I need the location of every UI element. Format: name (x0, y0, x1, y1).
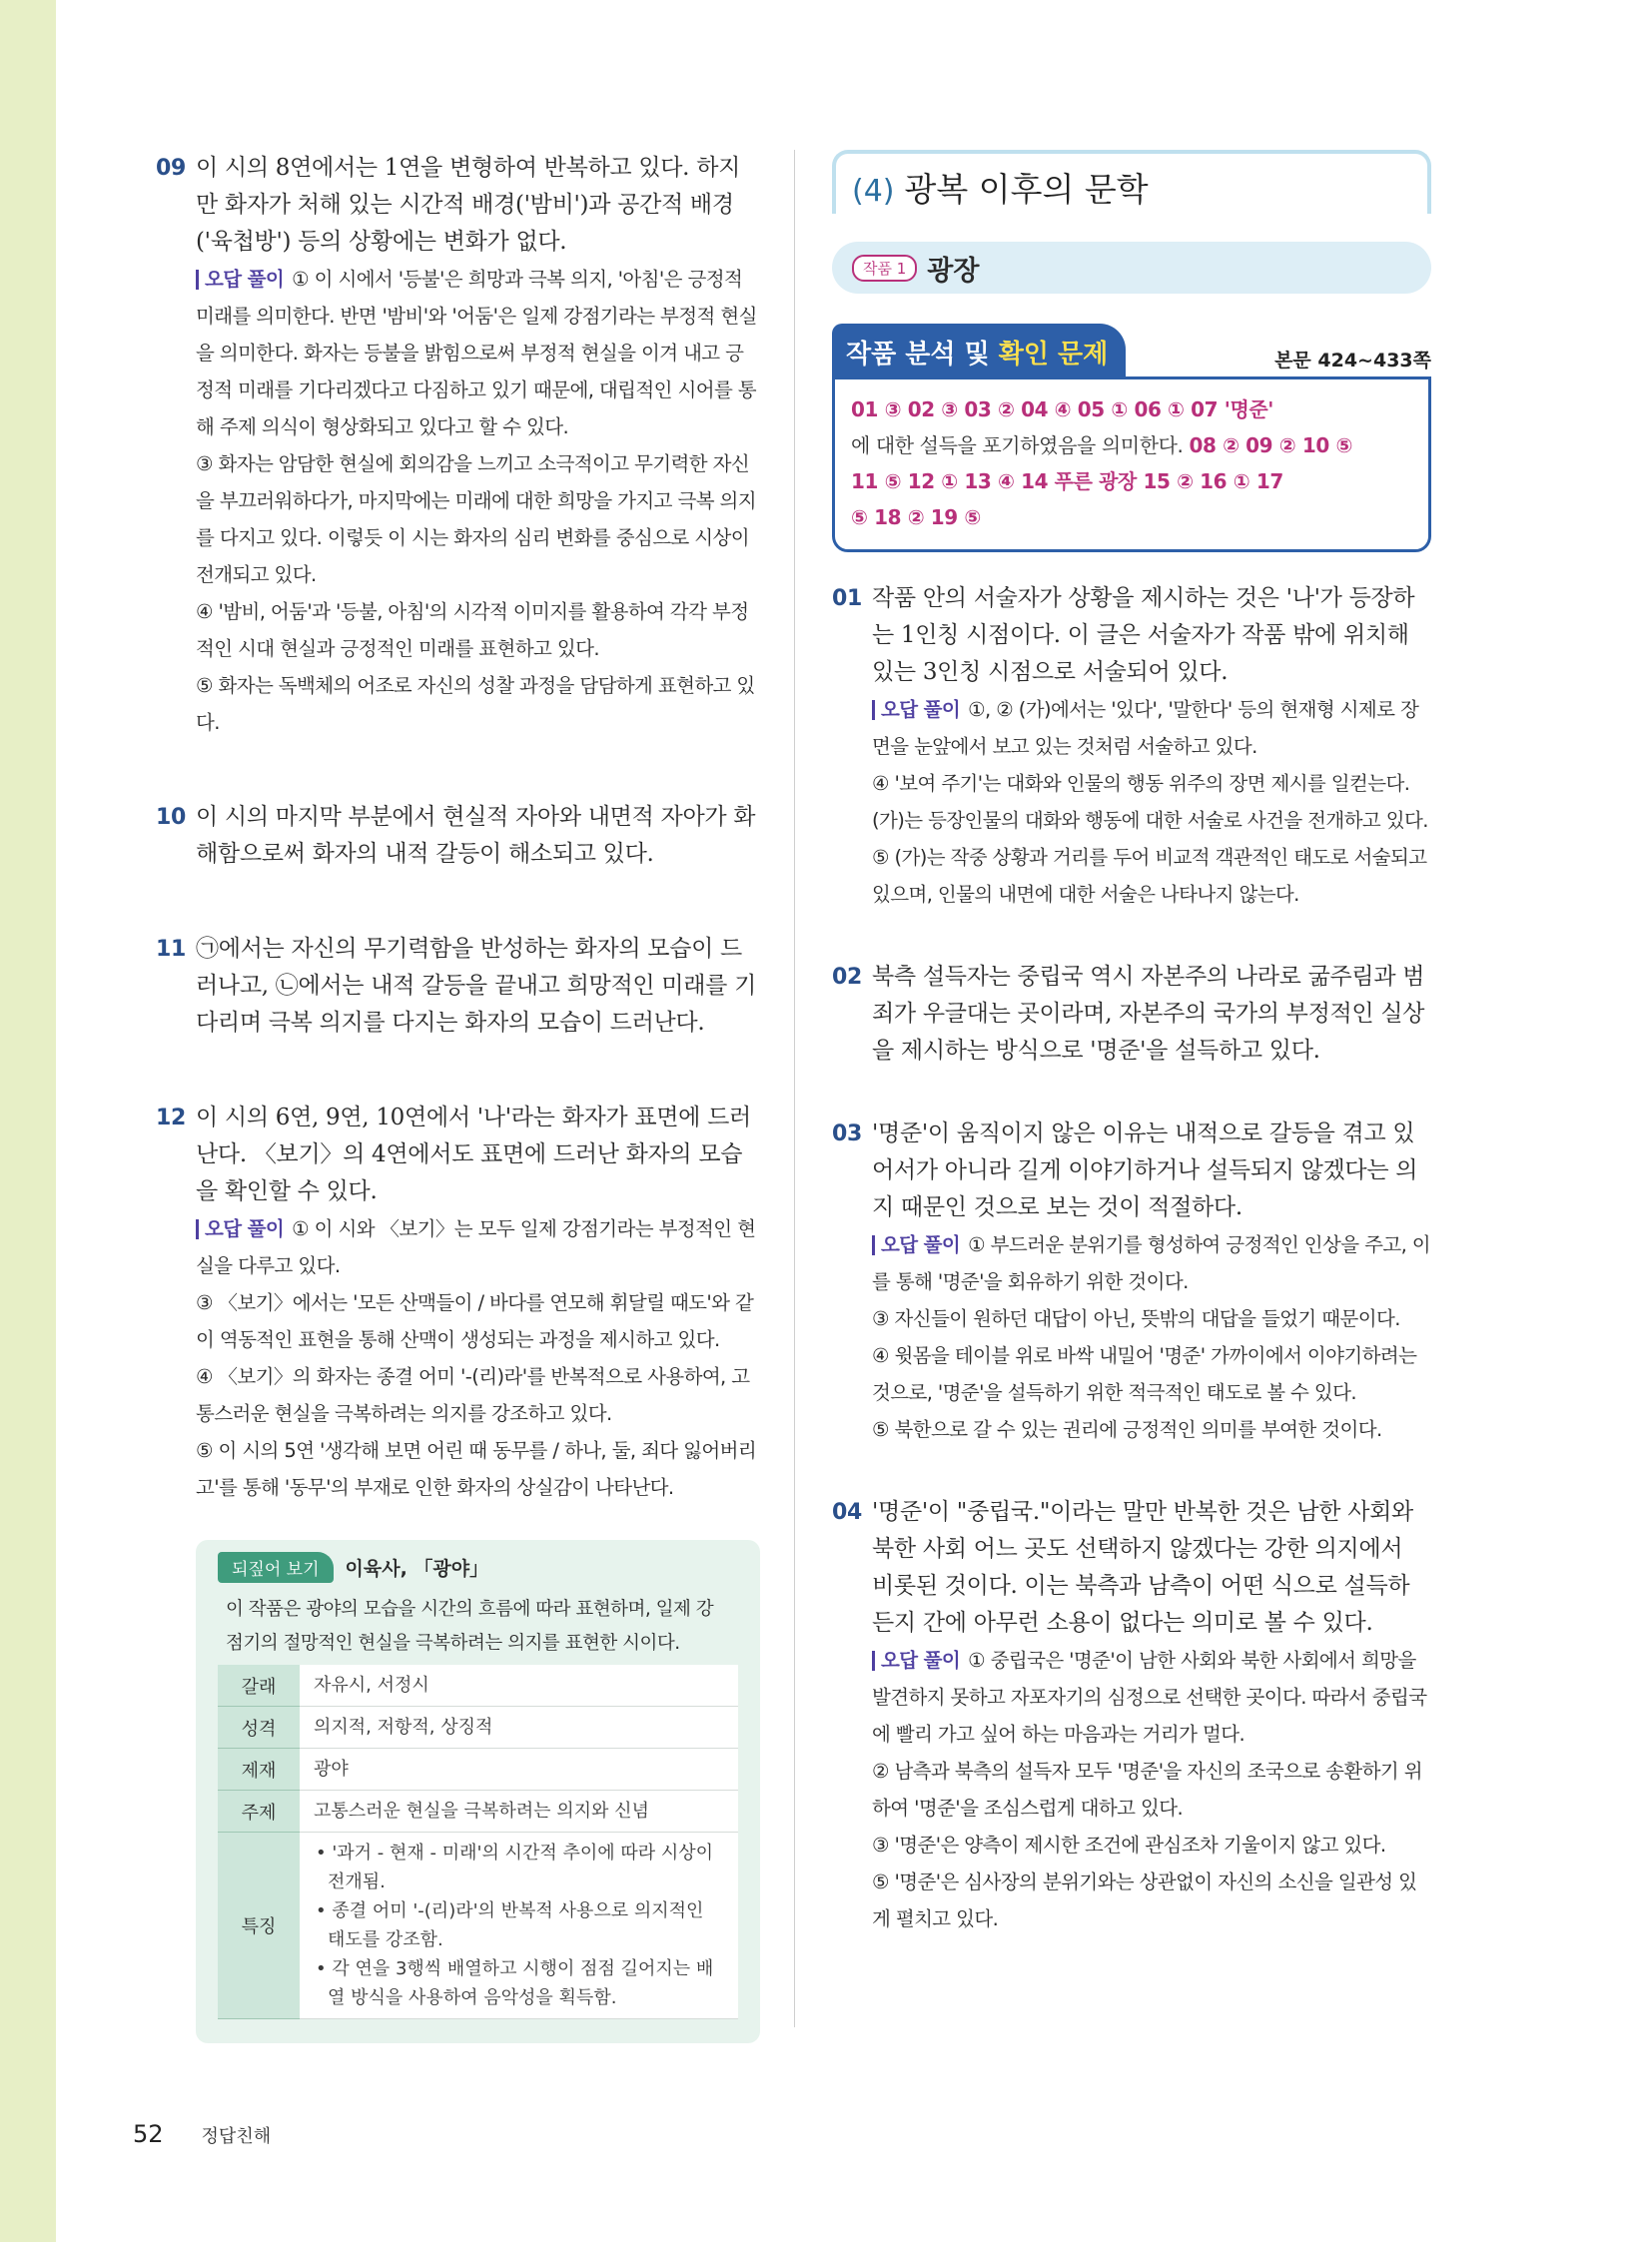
table-row (218, 1791, 738, 1833)
wrong-answer-tag: 오답 풀이 (196, 1219, 284, 1239)
row-label: 특징 (218, 1833, 300, 2019)
question-10 (156, 799, 759, 873)
question-text: 이 시의 8연에서는 1연을 변형하여 반복하고 있다. 하지만 화자가 처해 있는 시간적 배경('밤비')과 공간적 배경('육첩방') 등의 상황에는 변화가 없다. (196, 155, 741, 255)
answers-box (832, 376, 1431, 552)
explanation-line: ③ 화자는 암담한 현실에 회의감을 느끼고 소극적이고 무기력한 자신을 부끄러워하다가, 마지막에는 미래에 대한 희망을 가지고 극복 의지를 다지고 있다. 이렇듯 이 시는 화자의 심리 변화를 중심으로 시상이 전개되고 있다. (196, 452, 757, 586)
table-row (218, 1749, 738, 1791)
explanation-line (872, 1642, 1431, 1753)
explanation-line: ③ 자신들이 원하던 대답이 아닌, 뜻밖의 대답을 들었기 때문이다. (872, 1307, 1400, 1330)
review-box-header (218, 1552, 738, 1583)
answers-label-mid: 및 (955, 340, 999, 370)
answers-line: 11 ⑤ 12 ① 13 ④ 14 푸른 광장 15 ② 16 ① 17 (851, 469, 1283, 493)
explanation-line: ④ '보여 주기'는 대화와 인물의 행동 위주의 장면 제시를 일컫는다. (가)는 등장인물의 대화와 행동에 대한 서술로 사건을 전개하고 있다. (872, 772, 1428, 832)
question-number: 09 (156, 156, 187, 181)
question-number: 02 (832, 965, 863, 990)
review-tag: 되짚어 보기 (218, 1552, 334, 1583)
explanation-line: ⑤ 화자는 독백체의 어조로 자신의 성찰 과정을 담담하게 표현하고 있다. (196, 674, 755, 734)
feature-item: • 종결 어미 '-(리)라'의 반복적 사용으로 의지적인 태도를 강조함. (316, 1900, 704, 1950)
feature-item: • 각 연을 3행씩 배열하고 시행이 점점 길어지는 배열 방식을 사용하여 음악성을 획득함. (316, 1958, 714, 2008)
question-number: 04 (832, 1500, 863, 1525)
answers-line (851, 427, 1412, 463)
question-12 (156, 1100, 759, 1506)
question-03 (832, 1116, 1431, 1448)
page-number: 52 (133, 2120, 164, 2148)
row-value: 자유시, 서정시 (300, 1665, 738, 1707)
explanation-line (196, 261, 759, 445)
table-row (218, 1665, 738, 1707)
wrong-answer-tag: 오답 풀이 (872, 1651, 960, 1671)
answers-text: 에 대한 설득을 포기하였음을 의미한다. (851, 433, 1190, 457)
answers-label-a: 작품 분석 (846, 340, 956, 370)
question-text: 이 시의 마지막 부분에서 현실적 자아와 내면적 자아가 화해함으로써 화자의 내적 갈등이 해소되고 있다. (196, 804, 756, 867)
explanation-line: ⑤ '명준'은 심사장의 분위기와는 상관없이 자신의 소신을 일관성 있게 펼치고 있다. (872, 1870, 1417, 1930)
feature-text: 종결 어미 '-(리)라'의 반복적 사용으로 의지적인 태도를 강조함. (328, 1900, 704, 1950)
review-title: 이육사, 「광야」 (345, 1558, 489, 1580)
feature-item: • '과거 - 현재 - 미래'의 시간적 추이에 따라 시상이 전개됨. (316, 1843, 713, 1892)
row-value: 광야 (300, 1749, 738, 1791)
answers-header (832, 324, 1431, 376)
side-strip (0, 0, 56, 2242)
feature-text: '과거 - 현재 - 미래'의 시간적 추이에 따라 시상이 전개됨. (328, 1843, 713, 1892)
explanation-line: ⑤ 이 시의 5연 '생각해 보면 어린 때 동무를 / 하나, 둘, 죄다 잃어버리고'를 통해 '동무'의 부재로 인한 화자의 상실감이 나타난다. (196, 1439, 757, 1499)
table-row (218, 1833, 738, 2019)
table-row (218, 1707, 738, 1749)
book-title: 정답친해 (201, 2126, 272, 2147)
explanation-line: ⑤ (가)는 작중 상황과 거리를 두어 비교적 객관적인 태도로 서술되고 있으며, 인물의 내면에 대한 서술은 나타나지 않는다. (872, 846, 1427, 906)
question-11 (156, 931, 759, 1042)
question-04 (832, 1494, 1431, 1937)
question-09 (156, 150, 759, 741)
row-value: 의지적, 저항적, 상징적 (300, 1707, 738, 1749)
feature-text: 각 연을 3행씩 배열하고 시행이 점점 길어지는 배열 방식을 사용하여 음악성을 획득함. (328, 1958, 714, 2008)
question-text: '명준'이 움직이지 않은 이유는 내적으로 갈등을 겪고 있어서가 아니라 길게 이야기하거나 설득되지 않겠다는 의지 때문인 것으로 보는 것이 적절하다. (872, 1121, 1418, 1220)
question-text: 북측 설득자는 중립국 역시 자본주의 나라로 굶주림과 범죄가 우글대는 곳이라며, 자본주의 국가의 부정적인 실상을 제시하는 방식으로 '명준'을 설득하고 있다. (872, 964, 1425, 1064)
wrong-answer-tag: 오답 풀이 (196, 270, 284, 290)
explanation-text: ① 이 시에서 '등불'은 희망과 극복 의지, '아침'은 긍정적 미래를 의미한다. 반면 '밤비'와 '어둠'은 일제 강점기라는 부정적 현실을 의미한다. 화자는 등불을 밝힘으로써 부정적 현실을 이겨 내고 긍정적 미래를 기다리겠다고 다짐하고 있기 때문에, 대립적인 시어를 통해 주제 의식이 형상화되고 있다고 할 수 있다. (196, 268, 757, 438)
review-table (218, 1665, 738, 2019)
question-number: 01 (832, 586, 863, 611)
explanation-line: ④ '밤비, 어둠'과 '등불, 아침'의 시각적 이미지를 활용하여 각각 부정적인 시대 현실과 긍정적인 미래를 표현하고 있다. (196, 600, 749, 660)
question-text: 작품 안의 서술자가 상황을 제시하는 것은 '나'가 등장하는 1인칭 시점이다. 이 글은 서술자가 작품 밖에 위치해 있는 3인칭 시점으로 서술되어 있다. (872, 585, 1415, 685)
work-tag: 작품 1 (852, 255, 917, 282)
explanation-text: ① 중립국은 '명준'이 남한 사회와 북한 사회에서 희망을 발견하지 못하고 자포자기의 심정으로 선택한 곳이다. 따라서 중립국에 빨리 가고 싶어 하는 마음과는 거리가 멀다. (872, 1649, 1427, 1746)
explanation-line (196, 1210, 759, 1284)
section-number: (4) (852, 174, 895, 209)
wrong-answer-tag: 오답 풀이 (872, 1235, 960, 1255)
question-number: 10 (156, 805, 187, 830)
page-reference: 본문 424~433쪽 (1274, 350, 1431, 372)
question-number: 12 (156, 1106, 187, 1130)
row-label: 갈래 (218, 1665, 300, 1707)
explanation-line (872, 691, 1431, 765)
column-divider (794, 150, 795, 2027)
explanation-line: ③ '명준'은 양측이 제시한 조건에 관심조차 기울이지 않고 있다. (872, 1834, 1386, 1857)
review-box (196, 1540, 760, 2043)
explanation-line (872, 1226, 1431, 1300)
page-footer (133, 2120, 271, 2148)
question-text: ㉠에서는 자신의 무기력함을 반성하는 화자의 모습이 드러나고, ㉡에서는 내적 갈등을 끝내고 희망적인 미래를 기다리며 극복 의지를 다지는 화자의 모습이 드러난다. (196, 936, 756, 1036)
right-column (832, 150, 1431, 1937)
answers-section (832, 324, 1431, 552)
explanation-line: ③ 〈보기〉에서는 '모든 산맥들이 / 바다를 연모해 휘달릴 때도'와 같이 역동적인 표현을 통해 산맥이 생성되는 과정을 제시하고 있다. (196, 1291, 754, 1351)
wrong-answer-tag: 오답 풀이 (872, 700, 960, 720)
explanation-text: ① 이 시와 〈보기〉는 모두 일제 강점기라는 부정적인 현실을 다루고 있다. (196, 1217, 756, 1277)
explanation-line: ② 남측과 북측의 설득자 모두 '명준'을 자신의 조국으로 송환하기 위하여 '명준'을 조심스럽게 대하고 있다. (872, 1760, 1422, 1820)
row-label: 성격 (218, 1707, 300, 1749)
section-heading (832, 150, 1431, 214)
work-title: 광장 (927, 255, 980, 287)
question-text: '명준'이 "중립국."이라는 말만 반복한 것은 남한 사회와 북한 사회 어느 곳도 선택하지 않겠다는 강한 의지에서 비롯된 것이다. 이는 북측과 남측이 어떤 식으로 설득하든지 간에 아무런 소용이 없다는 의미로 볼 수 있다. (872, 1499, 1413, 1636)
explanation-line: ④ 〈보기〉의 화자는 종결 어미 '-(리)라'를 반복적으로 사용하여, 고통스러운 현실을 극복하려는 의지를 강조하고 있다. (196, 1365, 750, 1425)
question-number: 11 (156, 937, 187, 962)
question-text: 이 시의 6연, 9연, 10연에서 '나'라는 화자가 표면에 드러난다. 〈보기〉의 4연에서도 표면에 드러난 화자의 모습을 확인할 수 있다. (196, 1105, 751, 1204)
explanation-text: ① 부드러운 분위기를 형성하여 긍정적인 인상을 주고, 이를 통해 '명준'을 회유하기 위한 것이다. (872, 1233, 1431, 1293)
question-number: 03 (832, 1121, 863, 1146)
row-label: 주제 (218, 1791, 300, 1833)
section-title: 광복 이후의 문학 (904, 170, 1149, 209)
explanation-text: ①, ② (가)에서는 '있다', '말한다' 등의 현재형 시제로 장면을 눈앞에서 보고 있는 것처럼 서술하고 있다. (872, 698, 1419, 758)
answers-line: ⑤ 18 ② 19 ⑤ (851, 505, 981, 529)
answers-text: 08 ② 09 ② 10 ⑤ (1189, 433, 1352, 457)
work-heading (832, 242, 1431, 294)
row-value: 고통스러운 현실을 극복하려는 의지와 신념 (300, 1791, 738, 1833)
explanation-line: ⑤ 북한으로 갈 수 있는 권리에 긍정적인 의미를 부여한 것이다. (872, 1418, 1382, 1441)
question-02 (832, 959, 1431, 1070)
left-column (156, 150, 759, 2043)
row-label: 제재 (218, 1749, 300, 1791)
row-value (300, 1833, 738, 2019)
answers-label-b: 확인 문제 (998, 340, 1109, 370)
answers-label (832, 324, 1126, 376)
question-01 (832, 580, 1431, 913)
review-description: 이 작품은 광야의 모습을 시간의 흐름에 따라 표현하며, 일제 강점기의 절망적인 현실을 극복하려는 의지를 표현한 시이다. (226, 1599, 714, 1654)
explanation-line: ④ 윗몸을 테이블 위로 바싹 내밀어 '명준' 가까이에서 이야기하려는 것으로, '명준'을 설득하기 위한 적극적인 태도로 볼 수 있다. (872, 1344, 1417, 1404)
answers-line: 01 ③ 02 ③ 03 ② 04 ④ 05 ① 06 ① 07 '명준' (851, 397, 1274, 421)
